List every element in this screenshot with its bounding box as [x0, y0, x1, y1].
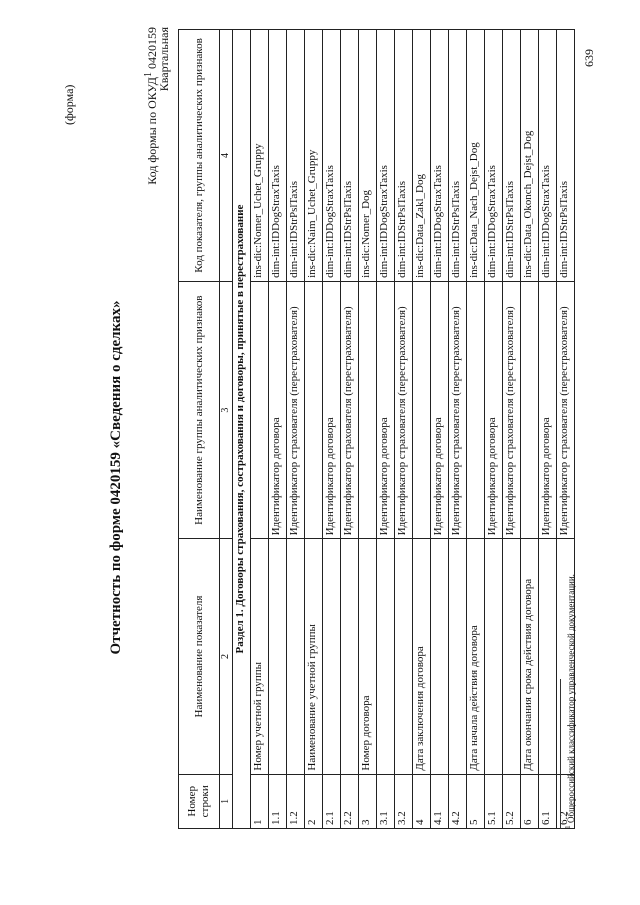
code-cell: dim-int:IDStrPslTaxis — [449, 30, 467, 282]
header-code: Код показателя, группы аналитических признаков — [179, 30, 220, 282]
indicator-name-cell — [323, 539, 341, 774]
code-cell: dim-int:IDStrPslTaxis — [557, 30, 575, 282]
row-number-cell: 5 — [467, 774, 485, 828]
group-name-cell: Идентификатор страхователя (перестрахователя) — [557, 281, 575, 538]
group-name-cell — [359, 281, 377, 538]
group-name-cell — [251, 281, 269, 538]
row-number-cell: 1 — [251, 774, 269, 828]
indicator-name-cell — [395, 539, 413, 774]
indicator-name-cell — [269, 539, 287, 774]
code-cell: dim-int:IDDogStraxTaxis — [539, 30, 557, 282]
indicator-name-cell: Дата начала действия договора — [467, 539, 485, 774]
table-row — [287, 30, 305, 829]
group-name-cell: Идентификатор договора — [269, 281, 287, 538]
row-number-cell: 1.1 — [269, 774, 287, 828]
group-name-cell: Идентификатор договора — [323, 281, 341, 538]
report-table — [178, 29, 575, 829]
header-row — [179, 30, 220, 829]
column-number: 4 — [220, 30, 233, 282]
row-number-cell: 6 — [521, 774, 539, 828]
row-number-cell: 2.2 — [341, 774, 359, 828]
table-row — [521, 30, 539, 829]
footnote-divider — [560, 679, 561, 829]
code-cell: dim-int:IDStrPslTaxis — [341, 30, 359, 282]
table-row — [413, 30, 431, 829]
indicator-name-cell — [503, 539, 521, 774]
okud-footnote-mark: 1 — [143, 72, 154, 77]
table-row — [467, 30, 485, 829]
indicator-name-cell — [539, 539, 557, 774]
footnote-mark: 1 — [563, 825, 572, 829]
row-number-cell: 6.2 — [557, 774, 575, 828]
code-cell: dim-int:IDDogStraxTaxis — [431, 30, 449, 282]
column-numbers-row — [220, 30, 233, 829]
okud-code: 0420159 — [145, 27, 159, 69]
table-row — [269, 30, 287, 829]
code-cell: dim-int:IDStrPslTaxis — [395, 30, 413, 282]
code-cell: ins-dic:Data_Okonch_Dejst_Dog — [521, 30, 539, 282]
group-name-cell: Идентификатор договора — [539, 281, 557, 538]
row-number-cell: 3.2 — [395, 774, 413, 828]
column-number: 1 — [220, 774, 233, 828]
indicator-name-cell — [431, 539, 449, 774]
indicator-name-cell: Номер учетной группы — [251, 539, 269, 774]
group-name-cell: Идентификатор страхователя (перестрахователя) — [395, 281, 413, 538]
indicator-name-cell — [287, 539, 305, 774]
code-cell: ins-dic:Data_Nach_Dejst_Dog — [467, 30, 485, 282]
table-row — [485, 30, 503, 829]
table-row — [431, 30, 449, 829]
okud-label: Код формы по ОКУД — [145, 77, 159, 185]
indicator-name-cell: Дата заключения договора — [413, 539, 431, 774]
table-row — [323, 30, 341, 829]
header-row-number: Номер строки — [179, 774, 220, 828]
row-number-cell: 3.1 — [377, 774, 395, 828]
column-number: 2 — [220, 539, 233, 774]
group-name-cell: Идентификатор страхователя (перестрахователя) — [449, 281, 467, 538]
code-cell: dim-int:IDStrPslTaxis — [287, 30, 305, 282]
header-group-name: Наименование группы аналитических признаков — [179, 281, 220, 538]
row-number-cell: 3 — [359, 774, 377, 828]
column-number: 3 — [220, 281, 233, 538]
group-name-cell: Идентификатор договора — [485, 281, 503, 538]
periodicity: Квартальная — [157, 27, 171, 92]
table-row — [377, 30, 395, 829]
indicator-name-cell: Дата окончания срока действия договора — [521, 539, 539, 774]
row-number-cell: 5.1 — [485, 774, 503, 828]
group-name-cell — [413, 281, 431, 538]
group-name-cell — [521, 281, 539, 538]
code-cell: ins-dic:Nomer_Dog — [359, 30, 377, 282]
row-number-cell: 1.2 — [287, 774, 305, 828]
table-row — [395, 30, 413, 829]
code-cell: dim-int:IDDogStraxTaxis — [323, 30, 341, 282]
section-row — [233, 30, 251, 829]
group-name-cell — [305, 281, 323, 538]
header-indicator-name: Наименование показателя — [179, 539, 220, 774]
section-title: Раздел 1. Договоры страхования, сострахования и договоры, принятые в перестрахование — [233, 30, 251, 829]
row-number-cell: 2 — [305, 774, 323, 828]
indicator-name-cell — [341, 539, 359, 774]
footnote-text: Общероссийский классификатор управленческой документации. — [566, 574, 576, 823]
table-row — [503, 30, 521, 829]
group-name-cell: Идентификатор договора — [377, 281, 395, 538]
group-name-cell — [467, 281, 485, 538]
row-number-cell: 4.2 — [449, 774, 467, 828]
indicator-name-cell: Наименование учетной группы — [305, 539, 323, 774]
row-number-cell: 5.2 — [503, 774, 521, 828]
indicator-name-cell — [377, 539, 395, 774]
indicator-name-cell — [485, 539, 503, 774]
code-cell: dim-int:IDStrPslTaxis — [503, 30, 521, 282]
row-number-cell: 2.1 — [323, 774, 341, 828]
row-number-cell: 4 — [413, 774, 431, 828]
group-name-cell: Идентификатор страхователя (перестрахователя) — [287, 281, 305, 538]
row-number-cell: 6.1 — [539, 774, 557, 828]
code-cell: ins-dic:Naim_Uchet_Gruppy — [305, 30, 323, 282]
row-number-cell: 4.1 — [431, 774, 449, 828]
code-cell: ins-dic:Data_Zakl_Dog — [413, 30, 431, 282]
table-row — [539, 30, 557, 829]
page-number: 639 — [582, 49, 596, 67]
table-row — [305, 30, 323, 829]
group-name-cell: Идентификатор страхователя (перестрахователя) — [341, 281, 359, 538]
footnote — [563, 574, 576, 829]
code-cell: ins-dic:Nomer_Uchet_Gruppy — [251, 30, 269, 282]
page-title: Отчетность по форме 0420159 «Сведения о сделках» — [108, 300, 124, 655]
table-row — [449, 30, 467, 829]
table-row — [359, 30, 377, 829]
indicator-name-cell: Номер договора — [359, 539, 377, 774]
code-cell: dim-int:IDDogStraxTaxis — [269, 30, 287, 282]
table-row — [341, 30, 359, 829]
table-row — [251, 30, 269, 829]
code-cell: dim-int:IDDogStraxTaxis — [485, 30, 503, 282]
group-name-cell: Идентификатор договора — [431, 281, 449, 538]
form-label: (форма) — [62, 84, 76, 125]
group-name-cell: Идентификатор страхователя (перестрахователя) — [503, 281, 521, 538]
indicator-name-cell — [449, 539, 467, 774]
code-cell: dim-int:IDDogStraxTaxis — [377, 30, 395, 282]
